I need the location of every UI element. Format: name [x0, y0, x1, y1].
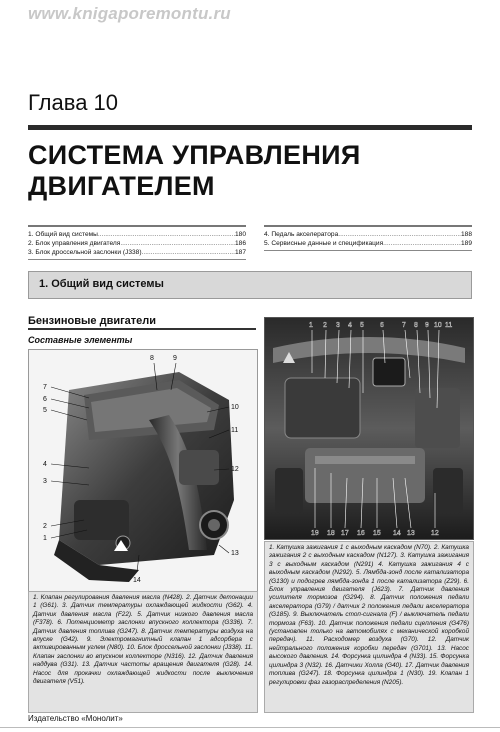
- chapter-label: Глава 10: [28, 90, 119, 115]
- toc-item[interactable]: [264, 239, 472, 248]
- toc-item[interactable]: [28, 230, 246, 239]
- toc-item-title: 4. Педаль акселератора: [264, 231, 339, 238]
- callout-10: 10: [231, 404, 239, 411]
- callout-9: 9: [425, 322, 429, 329]
- callout-16: 16: [357, 530, 365, 537]
- callout-3: 3: [43, 478, 47, 485]
- callout-7: 7: [43, 384, 47, 391]
- watermark: www.knigaporemontu.ru: [28, 4, 231, 23]
- toc-item-title: 1. Общий вид системы: [28, 231, 98, 238]
- toc-item-title: 2. Блок управления двигателя: [28, 240, 121, 247]
- toc-item-title: 5. Сервисные данные и спецификация: [264, 240, 384, 247]
- callout-5: 5: [360, 322, 364, 329]
- callout-12: 12: [431, 530, 439, 537]
- section-heading: 1. Общий вид системы: [39, 278, 164, 290]
- toc-item[interactable]: [264, 230, 472, 239]
- title-line-1: СИСТЕМА УПРАВЛЕНИЯ: [28, 140, 361, 170]
- toc-item-page: 187: [234, 249, 246, 256]
- footer-divider: [0, 727, 500, 728]
- callout-14: 14: [133, 577, 141, 584]
- callout-3: 3: [336, 322, 340, 329]
- callout-12: 12: [231, 466, 239, 473]
- callout-2: 2: [43, 523, 47, 530]
- toc-item-page: 188: [460, 231, 472, 238]
- subsubheading: Составные элементы: [28, 335, 133, 345]
- callout-14: 14: [393, 530, 401, 537]
- section-heading-box: [28, 271, 472, 299]
- toc-right: [264, 225, 472, 251]
- callout-5: 5: [43, 407, 47, 414]
- toc-item-page: 186: [234, 240, 246, 247]
- toc-left: [28, 225, 246, 260]
- callout-15: 15: [373, 530, 381, 537]
- callout-17: 17: [341, 530, 349, 537]
- callout-4: 4: [348, 322, 352, 329]
- callout-19: 19: [311, 530, 319, 537]
- callout-7: 7: [402, 322, 406, 329]
- engine-bay-photo: [264, 317, 474, 540]
- engine-illustration: [29, 350, 257, 591]
- callout-1: 1: [309, 322, 313, 329]
- callout-18: 18: [327, 530, 335, 537]
- callout-8: 8: [414, 322, 418, 329]
- callout-6: 6: [43, 396, 47, 403]
- callout-13: 13: [407, 530, 415, 537]
- publisher-footer: Издательство «Монолит»: [28, 714, 123, 723]
- callout-10: 10: [434, 322, 442, 329]
- toc-item[interactable]: [28, 248, 246, 257]
- toc-item[interactable]: [28, 239, 246, 248]
- callout-11: 11: [445, 322, 453, 329]
- callout-11: 11: [231, 427, 239, 434]
- toc-item-title: 3. Блок дроссельной заслонки (J338): [28, 249, 142, 256]
- callout-6: 6: [380, 322, 384, 329]
- toc-item-page: 180: [234, 231, 246, 238]
- callout-1: 1: [43, 535, 47, 542]
- figure-1-caption: 1. Клапан регулирования давления масла (N428). 2. Датчик детонации 1 (G61). 3. Датчик температуры охлаждающей жидкости (G62). 4. Датчик давления масла (F22). 5. Датчик низкого давления масла (F378). 6. Потенциометр заслонки впускного коллектора (G336). 7. Датчик давления топлива (G247). 8. Датчик температуры воздуха на впуске (G42). 9. Электромагнитный клапан 1 адсорбера с активированным углем (N80). 10. Блок дроссельной заслонки (J338). 11. Клапан заслонки во впускном коллекторе (N316). 12. Датчик давления наддува (G31). 13. Датчик частоты вращения двигателя (G28). 14. Насос для прокачки охлаждающей жидкости после выключения двигателя (V51).: [28, 591, 258, 713]
- callout-13: 13: [231, 550, 239, 557]
- callout-4: 4: [43, 461, 47, 468]
- callout-8: 8: [150, 355, 154, 362]
- page-title: [28, 140, 361, 202]
- engine-photo: [28, 349, 258, 592]
- engine-bay-illustration: [265, 318, 473, 539]
- title-line-2: ДВИГАТЕЛЕМ: [28, 171, 215, 201]
- title-divider: [28, 125, 472, 130]
- toc-item-page: 189: [460, 240, 472, 247]
- subheading: Бензиновые двигатели: [28, 315, 256, 330]
- callout-9: 9: [173, 355, 177, 362]
- callout-2: 2: [323, 322, 327, 329]
- figure-2-caption: 1. Катушка зажигания 1 с выходным каскадом (N70). 2. Катушка зажигания 2 с выходным каскадом (N127). 3. Катушка зажигания 3 с выходным каскадом (N291) 4. Катушка зажигания 4 с выходным каскадом (N292). 5. Лямбда-зонд после катализатора (G130) и подогрев лямбда-зонда 1 после катализатора (Z29). 6. Блок управления двигателя (J623). 7. Датчик давления усилителя тормозов (G294). 8. Датчик положения педали акселератора (G79) / датчик 2 положения педали акселератора (G185). 9. Выключатель стоп-сигнала (F) / выключатель педали тормоза (F63). 10. Датчик положения педали сцепления (G476) (установлен только на автомобилях с механической коробкой передач). 11. Расходомер воздуха (G70). 12. Датчик нейтрального положения коробки передач (G701). 13. Насос высокого давления. 14. Форсунка цилиндра 4 (N33). 15. Форсунка цилиндра 3 (N32). 16. Датчики Холла (G40). 17. Датчик давления топлива (G247). 18. Форсунка цилиндра 1 (N30). 19. Клапан 1 регулировки фаз газораспределения (N205).: [264, 541, 474, 713]
